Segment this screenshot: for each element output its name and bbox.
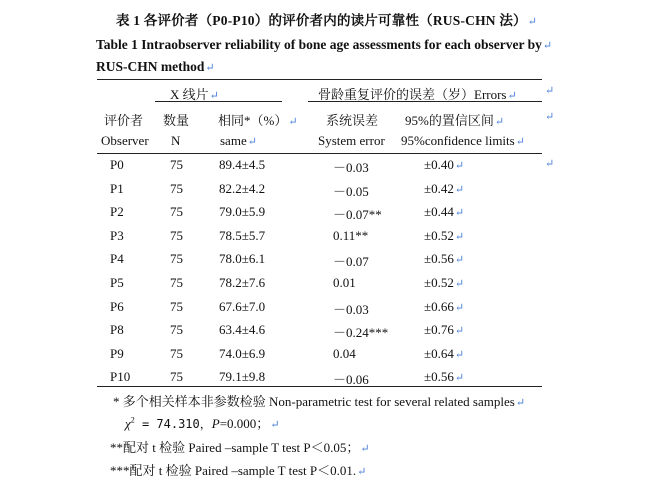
- cell-system-error: －0.05: [333, 183, 369, 199]
- cell-same: 78.5±5.7: [219, 227, 266, 243]
- footnote-nonparametric: * 多个相关样本非参数检验 Non-parametric test for several related samples↵: [113, 394, 526, 409]
- paragraph-mark-icon: ↵: [515, 397, 526, 409]
- paragraph-mark-icon: ↵: [545, 111, 555, 123]
- cell-number: 75: [170, 204, 183, 220]
- cell-confidence-value: ±0.52: [424, 275, 454, 290]
- col-header-ci-cn: 95%的置信区间↵: [405, 113, 505, 128]
- cell-number: 75: [170, 157, 183, 172]
- cell-same: 79.1±9.8: [219, 369, 266, 385]
- table-title-english-line1: [96, 37, 552, 53]
- cell-observer: P1: [110, 180, 124, 196]
- paragraph-mark-icon: ↵: [454, 183, 465, 196]
- paragraph-mark-icon: ↵: [545, 85, 555, 97]
- cell-number: 75: [170, 322, 183, 338]
- col-header-system-en: System error: [318, 133, 385, 148]
- cell-confidence-value: ±0.52: [424, 227, 454, 243]
- paragraph-mark-icon: ↵: [454, 301, 465, 314]
- cell-system-error: 0.04: [333, 345, 356, 361]
- chi-symbol: χ: [125, 416, 131, 431]
- table-title-english-text: Table 1 Intraobserver reliability of bone age assessments for each observer by: [96, 37, 542, 52]
- chi-superscript: 2: [130, 415, 135, 425]
- cell-observer: P3: [110, 227, 124, 243]
- cell-system-error: －0.07: [333, 254, 369, 270]
- cell-number: 75: [170, 180, 183, 196]
- xray-group-header: X 线片↵: [170, 87, 219, 102]
- cell-confidence-value: ±0.44: [424, 204, 454, 220]
- paragraph-mark-icon: ↵: [454, 160, 465, 172]
- cell-same: 63.4±4.6: [219, 322, 266, 338]
- table-title-chinese-text: 表 1 各评价者（P0-P10）的评价者内的读片可靠性（RUS-CHN 法）: [116, 13, 527, 28]
- cell-number: 75: [170, 345, 183, 361]
- paragraph-mark-icon: ↵: [454, 325, 465, 338]
- col-header-number-en: N: [171, 133, 181, 148]
- cell-confidence-value: ±0.64: [424, 345, 454, 361]
- cell-confidence: [424, 369, 464, 385]
- cell-observer: P2: [110, 204, 124, 220]
- col-header-number-cn: 数量: [163, 113, 190, 128]
- cell-observer: P6: [110, 298, 124, 314]
- table-title-chinese: [116, 9, 537, 29]
- cell-observer: P5: [110, 275, 124, 290]
- cell-confidence: [424, 275, 464, 291]
- chi-value: = 74.310，: [134, 417, 212, 431]
- cell-observer: P10: [110, 369, 131, 385]
- paragraph-mark-icon: ↵: [357, 466, 367, 478]
- p-value: =0.000；: [219, 416, 270, 431]
- cell-system-error: －0.24***: [333, 325, 389, 341]
- col-header-observer-en: Observer: [101, 133, 149, 148]
- cell-observer: P0: [110, 157, 124, 172]
- cell-number: 75: [170, 275, 183, 290]
- cell-confidence: [424, 299, 464, 315]
- cell-number: 75: [170, 251, 183, 267]
- paragraph-mark-icon: ↵: [454, 372, 465, 385]
- cell-confidence-value: ±0.56: [424, 369, 454, 385]
- paragraph-mark-icon: ↵: [209, 90, 219, 102]
- paragraph-mark-icon: ↵: [360, 443, 370, 455]
- cell-number: 75: [170, 227, 183, 243]
- cell-same: 89.4±4.5: [219, 157, 266, 172]
- cell-system-error: －0.07**: [333, 207, 382, 223]
- cell-confidence-value: ±0.42: [424, 180, 454, 196]
- footnote-chi-square: [125, 413, 280, 432]
- cell-same: 82.2±4.2: [219, 180, 266, 196]
- table-bottom-rule: [97, 386, 542, 387]
- footnote-paired-t-005: **配对 t 检验 Paired –sample T test P＜0.05；↵: [110, 440, 370, 455]
- cell-confidence-value: ±0.40: [424, 157, 454, 172]
- col-header-same-cn: 相同*（%）↵: [218, 113, 298, 128]
- header-bottom-rule: [97, 153, 542, 154]
- cell-confidence-value: ±0.66: [424, 298, 454, 314]
- cell-system-error: 0.01: [333, 275, 356, 290]
- paragraph-mark-icon: ↵: [205, 62, 215, 74]
- cell-number: 75: [170, 369, 183, 385]
- paragraph-mark-icon: ↵: [527, 16, 538, 28]
- table-title-english-text: RUS-CHN method: [96, 59, 205, 74]
- cell-confidence-value: ±0.76: [424, 322, 454, 338]
- paragraph-mark-icon: ↵: [507, 90, 517, 102]
- cell-same: 79.0±5.9: [219, 204, 266, 220]
- paragraph-mark-icon: ↵: [454, 254, 465, 267]
- cell-system-error: －0.03: [333, 301, 369, 317]
- paragraph-mark-icon: ↵: [454, 348, 465, 361]
- cell-confidence: [424, 251, 464, 267]
- cell-observer: P4: [110, 251, 124, 267]
- cell-number: 75: [170, 298, 183, 314]
- paragraph-mark-icon: ↵: [288, 116, 298, 128]
- cell-system-error: 0.11**: [333, 227, 369, 243]
- cell-confidence-value: ±0.56: [424, 251, 454, 267]
- cell-confidence: [424, 322, 464, 338]
- cell-same: 78.2±7.6: [219, 275, 266, 290]
- cell-observer: P8: [110, 322, 124, 338]
- table-title-english-line2: [96, 59, 215, 75]
- cell-confidence: [424, 204, 464, 220]
- cell-confidence: [424, 228, 464, 244]
- paragraph-mark-icon: ↵: [515, 136, 525, 148]
- cell-confidence: [424, 346, 464, 362]
- paragraph-mark-icon: ↵: [247, 136, 257, 148]
- cell-observer: P9: [110, 345, 124, 361]
- paragraph-mark-icon: ↵: [454, 230, 465, 243]
- col-header-system-cn: 系统误差: [326, 113, 379, 128]
- paragraph-mark-icon: ↵: [542, 40, 553, 52]
- cell-same: 74.0±6.9: [219, 345, 266, 361]
- col-header-ci-en: 95%confidence limits↵: [401, 133, 525, 148]
- col-header-observer-cn: 评价者: [104, 113, 144, 128]
- cell-system-error: －0.06: [333, 372, 369, 388]
- cell-same: 67.6±7.0: [219, 298, 266, 314]
- paragraph-mark-icon: ↵: [494, 116, 505, 128]
- errors-group-header: 骨龄重复评价的误差（岁）Errors↵: [318, 87, 517, 102]
- cell-confidence: [424, 157, 464, 173]
- cell-same: 78.0±6.1: [219, 251, 266, 267]
- cell-confidence: [424, 181, 464, 197]
- paragraph-mark-icon: ↵: [454, 278, 465, 290]
- cell-system-error: －0.03: [333, 160, 369, 175]
- paragraph-mark-icon: ↵: [270, 419, 280, 431]
- table-top-rule: [97, 79, 542, 80]
- footnote-paired-t-001: ***配对 t 检验 Paired –sample T test P＜0.01.↵: [110, 463, 367, 478]
- p-symbol: P: [211, 416, 220, 431]
- col-header-same-en: same↵: [220, 133, 257, 148]
- paragraph-mark-icon: ↵: [545, 158, 555, 170]
- paragraph-mark-icon: ↵: [454, 207, 465, 220]
